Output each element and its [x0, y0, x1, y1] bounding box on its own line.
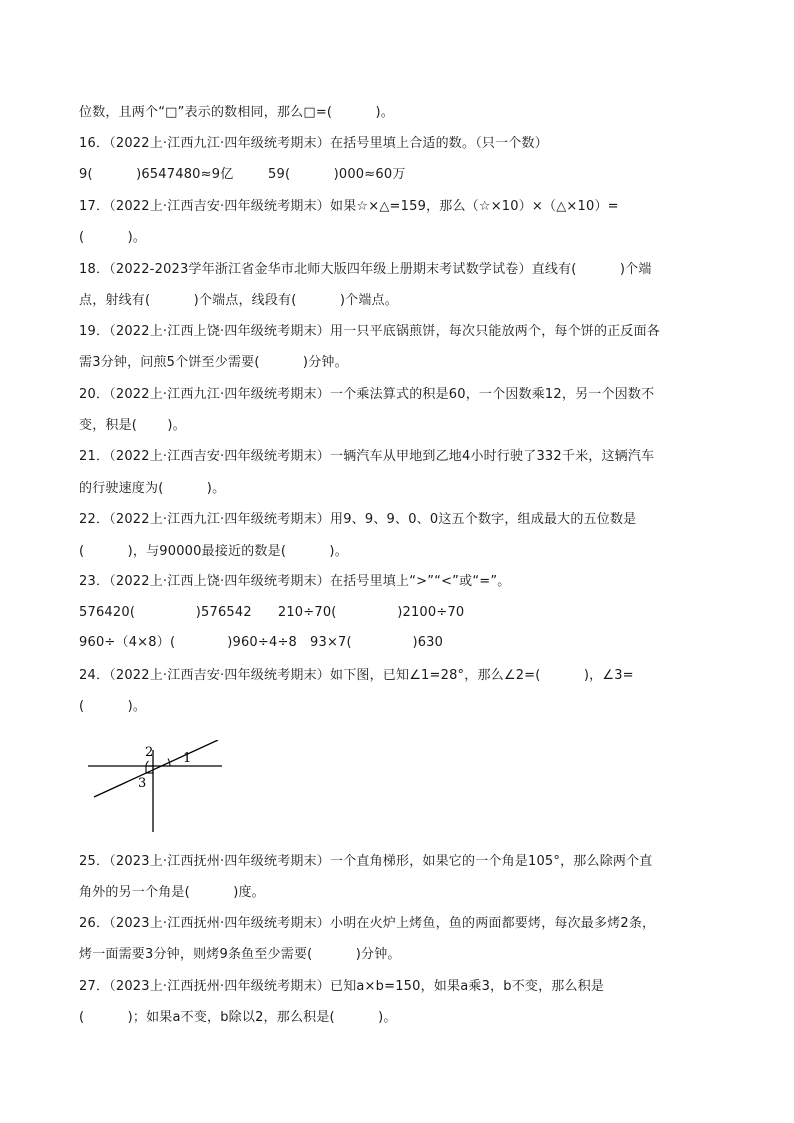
text-line: 位数，且两个“□”表示的数相同，那么□=( )。 [79, 105, 394, 120]
angle-3-label: 3 [138, 776, 147, 791]
question-18: 18．（2022-2023学年浙江省金华市北师大版四年级上册期末考试数学试卷）直线有( )个端 [79, 262, 652, 277]
text-line: ( )，与90000最接近的数是( )。 [79, 544, 348, 559]
angle-1-label: 1 [183, 751, 192, 766]
text-line: ( )。 [79, 230, 147, 245]
text-line: 变，积是( )。 [79, 418, 186, 433]
text-line: 角外的另一个角是( )度。 [79, 885, 265, 900]
text-line: ( )。 [79, 699, 147, 714]
question-20: 20．（2022上·江西九江·四年级统考期末）一个乘法算式的积是60，一个因数乘12，另一个因数不 [79, 387, 655, 402]
question-19: 19．（2022上·江西上饶·四年级统考期末）用一只平底锅煎饼，每次只能放两个，每个饼的正反面各 [79, 324, 660, 339]
text-line: 点，射线有( )个端点，线段有( )个端点。 [79, 293, 398, 308]
question-16: 16．（2022上·江西九江·四年级统考期末）在括号里填上合适的数。（只一个数） [79, 136, 548, 151]
question-25: 25．（2023上·江西抚州·四年级统考期末）一个直角梯形，如果它的一个角是105°，那么除两个直 [79, 854, 653, 869]
text-line: 需3分钟，问煎5个饼至少需要( )分钟。 [79, 355, 348, 370]
question-17: 17．（2022上·江西吉安·四年级统考期末）如果☆×△=159，那么（☆×10）×（△×10）= [79, 199, 619, 214]
text-line: ( )；如果a不变，b除以2，那么积是( )。 [79, 1010, 397, 1025]
text-line: 的行驶速度为( )。 [79, 481, 226, 496]
text-line: 9( )6547480≈9亿 59( )000≈60万 [79, 167, 406, 182]
question-26: 26．（2023上·江西抚州·四年级统考期末）小明在火炉上烤鱼，鱼的两面都要烤，每次最多烤2条， [79, 916, 656, 931]
oblique-line [94, 740, 218, 797]
angle-2-arc [146, 761, 149, 766]
question-21: 21．（2022上·江西吉安·四年级统考期末）一辆汽车从甲地到乙地4小时行驶了332千米，这辆汽车 [79, 449, 655, 464]
text-line: 960÷（4×8）( )960÷4÷8 93×7( )630 [79, 635, 444, 650]
text-line: 576420( )576542 210÷70( )2100÷70 [79, 605, 465, 620]
angle-figure [82, 740, 232, 840]
text-line: 烤一面需要3分钟，则烤9条鱼至少需要( )分钟。 [79, 947, 401, 962]
angle-2-label: 2 [145, 745, 154, 760]
question-23: 23．（2022上·江西上饶·四年级统考期末）在括号里填上“>”“<”或“=”。 [79, 574, 511, 589]
question-24: 24．（2022上·江西吉安·四年级统考期末）如下图，已知∠1=28°，那么∠2=( )，∠3= [79, 668, 634, 683]
question-22: 22．（2022上·江西九江·四年级统考期末）用9、9、9、0、0这五个数字，组成最大的五位数是 [79, 512, 637, 527]
question-27: 27．（2023上·江西抚州·四年级统考期末）已知a×b=150，如果a乘3，b不变，那么积是 [79, 979, 605, 994]
